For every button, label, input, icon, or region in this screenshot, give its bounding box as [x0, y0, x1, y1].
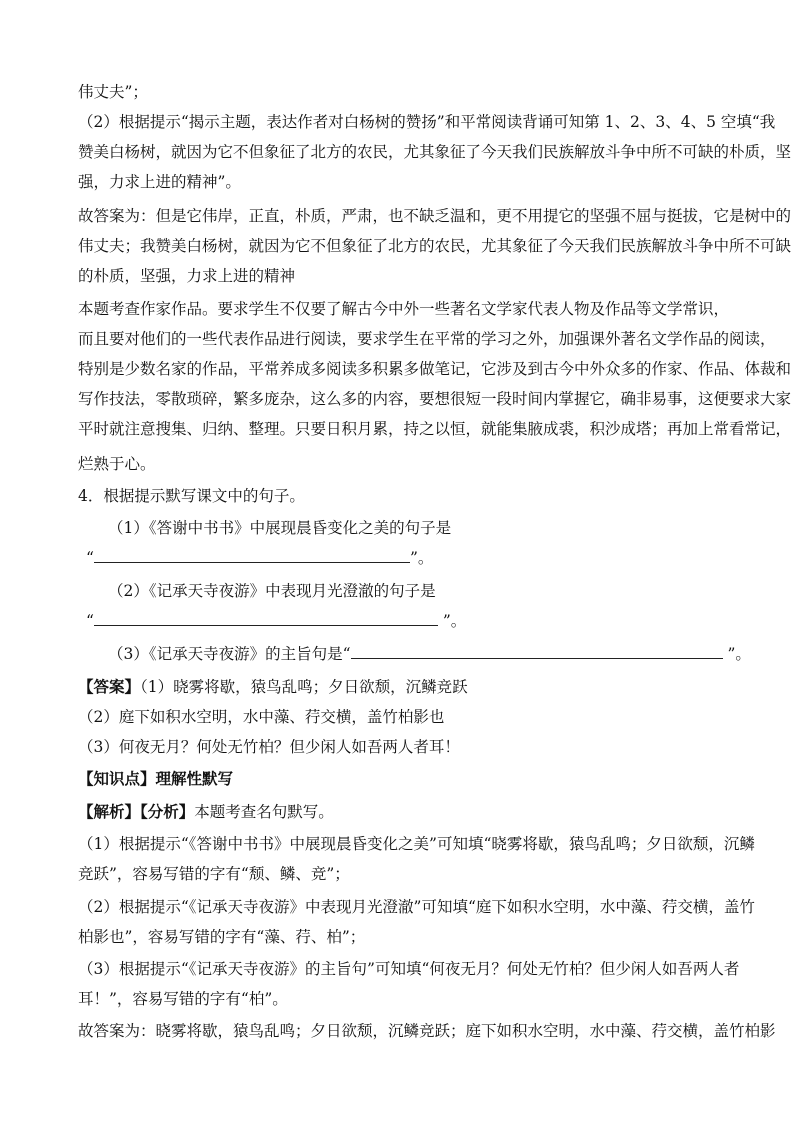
text-line: （1）根据提示“《答谢中书书》中展现晨昏变化之美”可知填“晓雾将歇，猿鸟乱鸣；夕日欲颓，沉鳞	[78, 835, 755, 853]
answer-line-3: （3）何夜无月？何处无竹柏？但少闲人如吾两人者耳！	[78, 738, 460, 756]
text-line: 柏影也”，容易写错的字有“藻、荇、柏”；	[78, 928, 366, 946]
text-line: 强，力求上进的精神”。	[78, 173, 241, 191]
analysis-label: 【解析】【分析】	[78, 802, 195, 821]
text-line: 竞跃”，容易写错的字有“颓、鳞、竞”；	[78, 865, 350, 883]
text-line: （2）根据提示“揭示主题，表达作者对白杨树的赞扬”和平常阅读背诵可知第 1、2、3、4、5 空填“我	[78, 113, 776, 131]
analysis-line: 【解析】【分析】本题考查名句默写。	[78, 802, 334, 821]
text-line: 烂熟于心。	[78, 455, 156, 473]
knowledge-label: 【知识点】	[78, 769, 156, 788]
answer-label: 【答案】	[78, 677, 141, 696]
answer-line-1: 【答案】（1）晓雾将歇，猿鸟乱鸣；夕日欲颓，沉鳞竞跃	[78, 677, 468, 696]
prompt-3: （3）《记承天寺夜游》的主旨句是“ ”。	[108, 645, 751, 663]
answer-line-2: （2）庭下如积水空明，水中藻、荇交横，盖竹柏影也	[78, 708, 445, 726]
text-line: 特别是少数名家的作品，平常养成多阅读多积累多做笔记，它涉及到古今中外众多的作家、作品、体裁和	[78, 360, 792, 378]
text-line: 故答案为：但是它伟岸，正直，朴质，严肃，也不缺乏温和，更不用提它的坚强不屈与挺拔，它是树中的	[78, 207, 792, 225]
answer-blank-1[interactable]	[94, 548, 410, 563]
text-line: 伟丈夫”；	[78, 83, 148, 101]
commentary-text: 本题考查作家作品。要求学生不仅要了解古今中外一些著名文学家代表人物及作品等文学常识，	[78, 300, 730, 318]
answer-blank-line-2: “ ”。	[86, 612, 467, 630]
text-line: （3）根据提示“《记承天寺夜游》的主旨句”可知填“何夜无月？何处无竹柏？但少闲人如吾两人者	[78, 960, 740, 978]
commentary-line	[78, 299, 729, 319]
answer-blank-3[interactable]	[351, 644, 723, 659]
answer-blank-line-1: “ ”。	[86, 549, 434, 567]
text-line: 故答案为：晓雾将歇，猿鸟乱鸣；夕日欲颓，沉鳞竞跃；庭下如积水空明，水中藻、荇交横，盖竹柏影	[78, 1022, 776, 1040]
text-line: 耳！”，容易写错的字有“柏”。	[78, 990, 288, 1008]
question-title: 4．根据提示默写课文中的句子。	[78, 487, 305, 505]
text-line: 写作技法，零散琐碎，繁多庞杂，这么多的内容，要想很短一段时间内掌握它，确非易事，这便要求大家	[78, 390, 792, 408]
prompt-1: （1）《答谢中书书》中展现晨昏变化之美的句子是	[108, 519, 452, 537]
text-line: 伟丈夫；我赞美白杨树，就因为它不但象征了北方的农民，尤其象征了今天我们民族解放斗争中所不可缺	[78, 237, 792, 255]
answer-blank-2[interactable]	[94, 611, 438, 626]
prompt-2: （2）《记承天寺夜游》中表现月光澄澈的句子是	[108, 582, 436, 600]
knowledge-point: 【知识点】理解性默写	[78, 769, 234, 788]
text-line: 赞美白杨树，就因为它不但象征了北方的农民，尤其象征了今天我们民族解放斗争中所不可缺的朴质，坚	[78, 143, 792, 161]
text-line: 的朴质，坚强，力求上进的精神	[78, 267, 296, 285]
text-line: （2）根据提示“《记承天寺夜游》中表现月光澄澈”可知填“庭下如积水空明，水中藻、荇交横，盖竹	[78, 898, 755, 916]
text-line: 平时就注意搜集、归纳、整理。只要日积月累，持之以恒，就能集腋成裘，积沙成塔；再加上常看常记，	[78, 420, 792, 438]
text-line: 而且要对他们的一些代表作品进行阅读，要求学生在平常的学习之外，加强课外著名文学作品的阅读，	[78, 330, 776, 348]
